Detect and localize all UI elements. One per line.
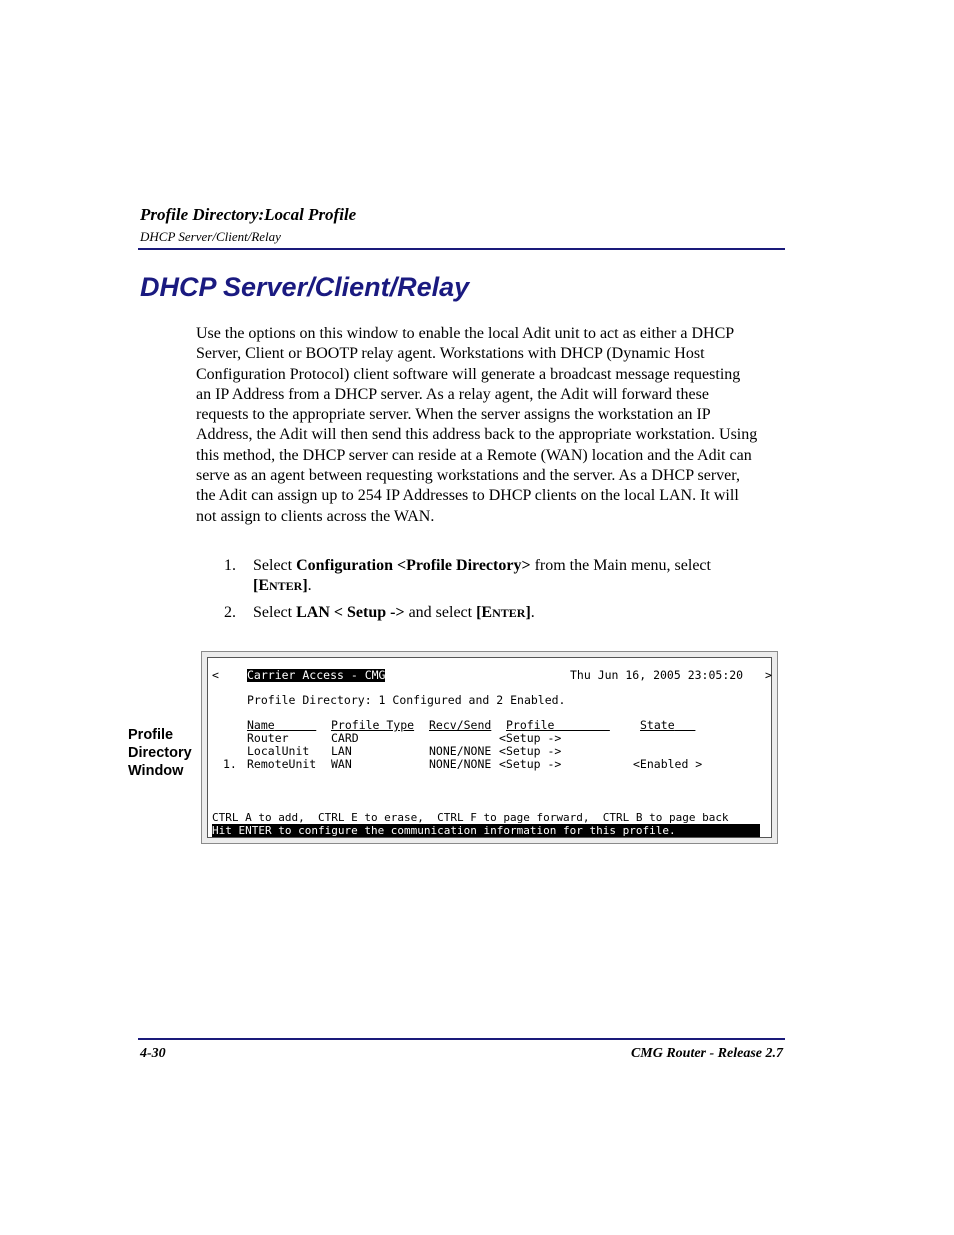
row-name: Router — [247, 731, 289, 745]
body-paragraph — [196, 324, 788, 527]
row-name: RemoteUnit — [247, 757, 317, 771]
running-header-subsection: DHCP Server/Client/Relay — [140, 229, 281, 244]
app-title: Carrier Access - CMG — [247, 668, 386, 682]
page-heading: DHCP Server/Client/Relay — [140, 272, 470, 302]
enter-key: [ENTER] — [476, 604, 531, 621]
help-line: CTRL A to add, CTRL E to erase, CTRL F to page forward, CTRL B to page back — [212, 811, 729, 824]
body-line: Address, the Adit will then send this address back to the appropriate workstation. Using — [196, 426, 758, 444]
col-header-state: State — [640, 718, 675, 732]
body-line: this method, the DHCP server can reside at a Remote (WAN) location and the Adit can — [196, 446, 752, 464]
nav-back[interactable]: < — [212, 668, 219, 682]
body-line: Server, Client or BOOTP relay agent. Workstations with DHCP (Dynamic Host — [196, 345, 705, 363]
body-line: the Adit can assign up to 254 IP Addresses to DHCP clients on the local LAN. It will — [196, 487, 739, 505]
row-type: LAN — [331, 744, 352, 758]
body-line: an IP Address from a DHCP server. As a relay agent, the Adit will forward these — [196, 385, 709, 403]
body-line: serve as an agent between requesting workstations and the server. As a DHCP server, — [196, 467, 740, 485]
figure-caption: Profile Directory Window — [128, 727, 192, 779]
terminal-window — [207, 657, 772, 838]
selected-setup-field[interactable]: Setup — [505, 744, 541, 758]
col-header-profile-type: Profile Type — [331, 718, 415, 732]
enter-key: [ENTER] — [253, 577, 308, 594]
datetime: Thu Jun 16, 2005 23:05:20 — [570, 668, 744, 682]
status-line: Hit ENTER to configure the communication information for this profile. — [212, 824, 760, 837]
col-header-profile: Profile — [506, 718, 555, 732]
body-line: Configuration Protocol) client software will generate a broadcast message requesting — [196, 365, 741, 383]
step-1: 1. Select Configuration <Profile Directory> from the Main menu, select [ENTER]. — [224, 557, 711, 594]
row-profile-setup[interactable]: <Setup -> — [499, 757, 562, 771]
directory-summary: Profile Directory: 1 Configured and 2 Enabled. — [247, 693, 566, 707]
row-profile-setup[interactable]: <Setup -> — [499, 744, 562, 758]
step-2: 2. Select LAN < Setup -> and select [ENTER]. — [224, 604, 535, 621]
footer-rule — [138, 1038, 785, 1040]
row-recv-send: NONE/NONE — [429, 744, 492, 758]
header-rule — [138, 248, 785, 250]
terminal-screenshot-frame — [201, 651, 778, 844]
menu-path: Configuration <Profile Directory> — [296, 557, 531, 574]
nav-forward[interactable]: > — [765, 668, 772, 682]
step-number: 1. — [224, 557, 236, 574]
row-name: LocalUnit — [247, 744, 310, 758]
row-recv-send: NONE/NONE — [429, 757, 492, 771]
row-marker: 1. — [223, 757, 237, 771]
row-type: CARD — [331, 731, 359, 745]
running-header-title: Profile Directory:Local Profile — [140, 205, 357, 224]
body-line: not assign to clients across the WAN. — [196, 507, 435, 525]
menu-path: LAN < Setup -> — [296, 604, 405, 621]
step-number: 2. — [224, 604, 236, 621]
body-line: requests to the appropriate server. When the server assigns the workstation an IP — [196, 406, 711, 424]
body-line: Use the options on this window to enable the local Adit unit to act as either a DHCP — [196, 325, 735, 342]
page-number: 4-30 — [140, 1046, 166, 1061]
row-profile-setup[interactable]: <Setup -> — [499, 731, 562, 745]
row-type: WAN — [331, 757, 352, 771]
col-header-name: Name — [247, 718, 275, 732]
col-header-recv-send: Recv/Send — [429, 718, 492, 732]
footer-product: CMG Router - Release 2.7 — [630, 1046, 783, 1061]
row-state[interactable]: <Enabled > — [633, 757, 703, 771]
